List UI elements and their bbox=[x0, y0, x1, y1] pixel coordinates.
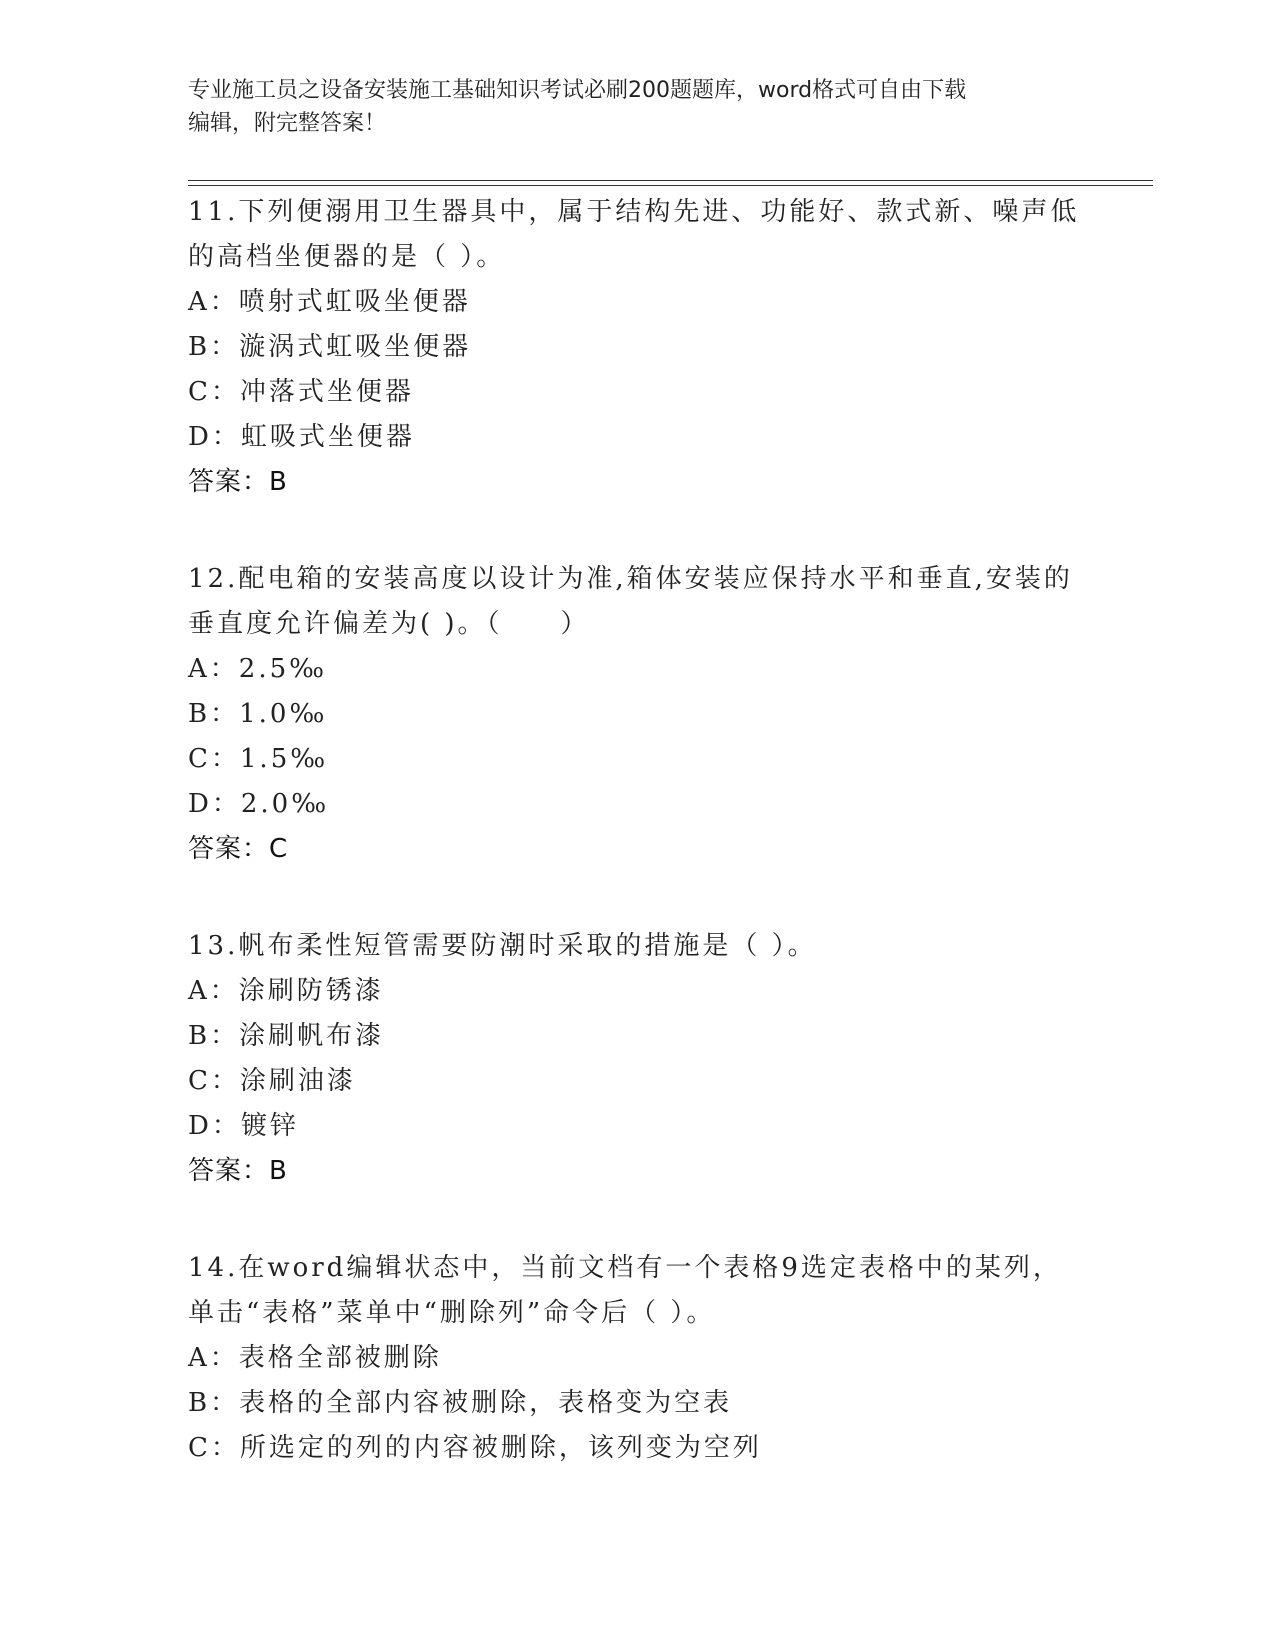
question-stem-continued: 单击“表格”菜单中“删除列”命令后（ ）。 bbox=[188, 1298, 716, 1328]
question-11 bbox=[188, 190, 1088, 505]
option-a: A：涂刷防锈漆 bbox=[188, 976, 384, 1006]
option-c: C：所选定的列的内容被删除，该列变为空列 bbox=[188, 1433, 762, 1463]
header-title-line-2: 编辑，附完整答案！ bbox=[188, 111, 387, 136]
header-title-line-1: 专业施工员之设备安装施工基础知识考试必刷200题题库，word格式可自由下载 bbox=[188, 78, 967, 103]
answer-line: 答案：C bbox=[188, 834, 289, 864]
option-d: D：镀锌 bbox=[188, 1111, 299, 1141]
question-stem: 13.帆布柔性短管需要防潮时采取的措施是（ ）。 bbox=[188, 931, 817, 961]
question-13 bbox=[188, 924, 1088, 1194]
option-a: A：喷射式虹吸坐便器 bbox=[188, 287, 471, 317]
option-a: A：2.5‰ bbox=[188, 654, 328, 684]
question-stem: 12.配电箱的安装高度以设计为准,箱体安装应保持水平和垂直,安装的 bbox=[188, 564, 1073, 594]
question-list bbox=[188, 190, 1088, 1523]
option-b: B：1.0‰ bbox=[188, 699, 328, 729]
question-stem: 11.下列便溺用卫生器具中，属于结构先进、功能好、款式新、噪声低 bbox=[188, 197, 1080, 227]
question-stem: 14.在word编辑状态中，当前文档有一个表格9选定表格中的某列， bbox=[188, 1253, 1062, 1283]
option-d: D：虹吸式坐便器 bbox=[188, 422, 415, 452]
option-c: C：1.5‰ bbox=[188, 744, 329, 774]
option-b: B：表格的全部内容被删除，表格变为空表 bbox=[188, 1388, 733, 1418]
question-12 bbox=[188, 557, 1088, 872]
option-c: C：冲落式坐便器 bbox=[188, 377, 414, 407]
document-header bbox=[188, 74, 1088, 140]
answer-line: 答案：B bbox=[188, 1156, 288, 1186]
header-divider-top bbox=[188, 180, 1153, 181]
question-14 bbox=[188, 1246, 1088, 1471]
question-stem-continued: 的高档坐便器的是（ ）。 bbox=[188, 242, 506, 272]
header-divider-bottom bbox=[188, 185, 1153, 186]
option-d: D：2.0‰ bbox=[188, 789, 330, 819]
option-b: B：漩涡式虹吸坐便器 bbox=[188, 332, 472, 362]
option-a: A：表格全部被删除 bbox=[188, 1343, 442, 1373]
answer-line: 答案：B bbox=[188, 467, 288, 497]
option-b: B：涂刷帆布漆 bbox=[188, 1021, 385, 1051]
question-stem-continued: 垂直度允许偏差为( )。（ ） bbox=[188, 609, 590, 639]
option-c: C：涂刷油漆 bbox=[188, 1066, 356, 1096]
